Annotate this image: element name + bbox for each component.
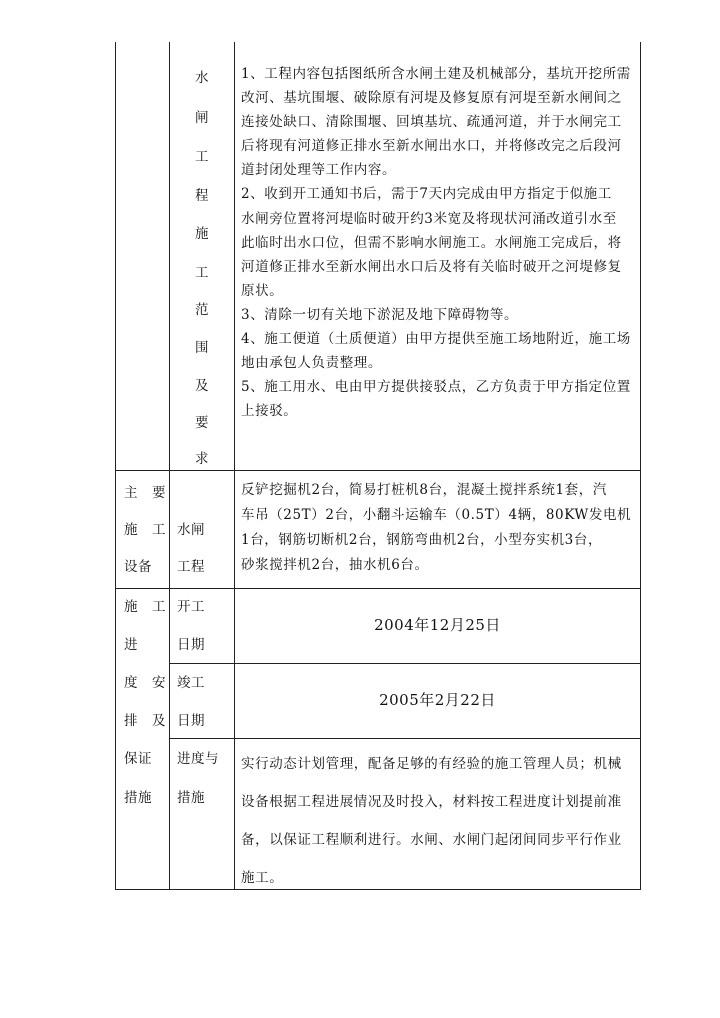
scope-line: 上接驳。 (241, 403, 298, 420)
schedule-label-line: 度 安 (124, 675, 166, 691)
schedule-label-line: 进 (124, 637, 138, 653)
scope-label-char: 围 (195, 340, 209, 356)
scope-line: 5、施工用水、电由甲方提供接驳点，乙方负责于甲方指定位置 (241, 379, 631, 396)
scope-line: 4、施工便道（土质便道）由甲方提供至施工场地附近，施工场 (241, 331, 631, 348)
start-date-label-line: 开工 (177, 599, 205, 615)
measures-label-line: 措施 (177, 790, 205, 806)
equipment-line: 车吊（25T）2台，小翻斗运输车（0.5T）4辆，80KW发电机 (241, 507, 632, 523)
table-border-right (640, 42, 641, 890)
scope-line: 此临时出水口位，但需不影响水闸施工。水闸施工完成后，将 (241, 234, 622, 251)
scope-label-char: 闸 (195, 110, 209, 126)
schedule-label-line: 措施 (124, 790, 152, 806)
equipment-label-line: 主 要 (124, 485, 166, 501)
equipment-line: 砂浆搅拌机2台，抽水机6台。 (241, 557, 429, 573)
equipment-label-line: 设备 (124, 559, 152, 575)
equipment-label-line: 施 工 (124, 522, 166, 538)
scope-label-char: 程 (195, 188, 209, 204)
scope-label-char: 工 (195, 265, 209, 281)
scope-line: 改河、基坑围堰、破除原有河堤及修复原有河堤至新水闸间之 (241, 90, 622, 107)
scope-line: 3、清除一切有关地下淤泥及地下障碍物等。 (241, 306, 519, 323)
schedule-label-line: 排 及 (124, 713, 166, 729)
end-date-label-line: 竣工 (177, 675, 205, 691)
equipment-sublabel-line: 工程 (177, 559, 205, 575)
start-date-label-line: 日期 (177, 637, 205, 653)
equipment-content (241, 478, 635, 578)
scope-line: 连接处缺口、清除围堰、回填基坑、疏通河道，并于水闸完工 (241, 114, 622, 131)
equipment-sublabel-line: 水闸 (177, 522, 205, 538)
scope-label-char: 求 (195, 451, 209, 467)
row-divider-3 (169, 663, 641, 664)
measures-line: 设备根据工程进展情况及时投入，材料按工程进度计划提前准 (241, 794, 622, 810)
scope-line: 原状。 (241, 282, 284, 299)
scope-label-char: 工 (195, 149, 209, 165)
measures-line: 施工。 (241, 870, 284, 886)
end-date-value: 2005年2月22日 (379, 691, 496, 709)
start-date-value: 2004年12月25日 (374, 616, 501, 634)
equipment-line: 反铲挖掘机2台，简易打桩机8台，混凝土搅拌系统1套，汽 (241, 482, 607, 498)
scope-line: 地由承包人负责整理。 (241, 355, 382, 372)
scope-label-char: 要 (195, 415, 209, 431)
scope-line: 2、收到开工通知书后，需于7天内完成由甲方指定于似施工 (241, 186, 612, 203)
row-divider-4 (169, 738, 641, 739)
scope-label-char: 水 (195, 70, 209, 86)
schedule-label-line: 保证 (124, 751, 152, 767)
row-divider-1 (115, 470, 641, 471)
measures-line: 实行动态计划管理，配备足够的有经验的施工管理人员；机械 (241, 756, 622, 772)
scope-content (241, 62, 635, 423)
scope-label-char: 范 (195, 302, 209, 318)
scope-line: 后将现有河道修正排水至新水闸出水口，并将修改完之后段河 (241, 138, 622, 155)
table-border-left (115, 42, 116, 890)
scope-label-char: 及 (195, 378, 209, 394)
scope-line: 河道修正排水至新水闸出水口后及将有关临时破开之河堤修复 (241, 258, 622, 275)
scope-line: 1、工程内容包括图纸所含水闸土建及机械部分，基坑开挖所需 (241, 66, 631, 82)
scope-line: 水闸旁位置将河堤临时破开约3米宽及将现状河涌改道引水至 (241, 210, 617, 227)
scope-label-char: 施 (195, 226, 209, 242)
col-divider-2 (234, 42, 235, 890)
col-divider-1 (169, 42, 170, 890)
measures-line: 备，以保证工程顺利进行。水闸、水闸门起闭间同步平行作业 (241, 832, 622, 848)
equipment-line: 1台，钢筋切断机2台，钢筋弯曲机2台，小型夯实机3台， (241, 532, 603, 548)
measures-content (241, 745, 635, 897)
scope-line: 道封闭处理等工作内容。 (241, 162, 397, 179)
measures-label-line: 进度与 (177, 751, 219, 767)
end-date-label-line: 日期 (177, 713, 205, 729)
schedule-label-line: 施 工 (124, 599, 166, 615)
row-divider-2 (115, 588, 641, 589)
